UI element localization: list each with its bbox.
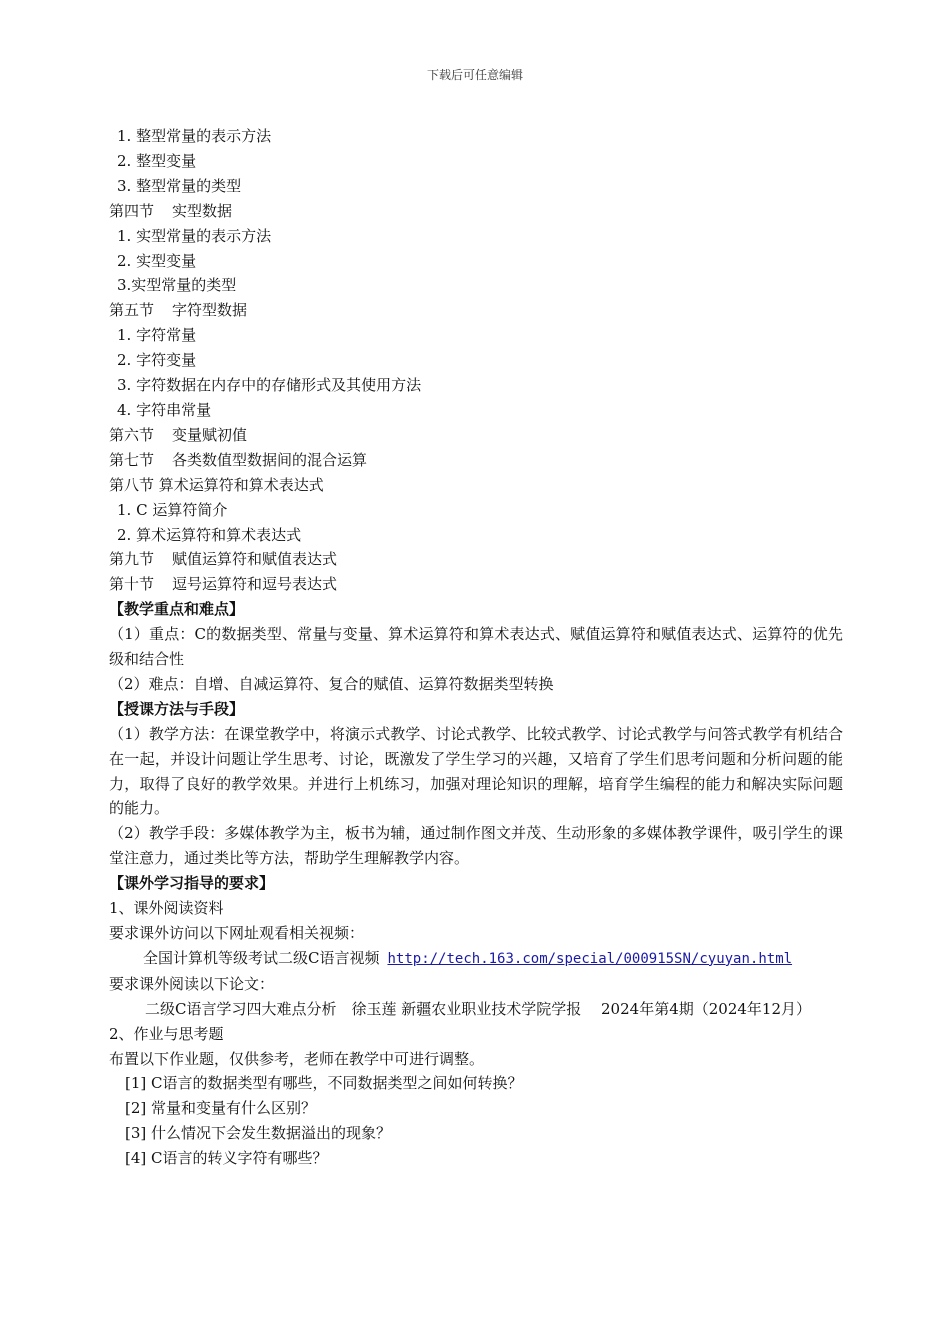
outline-item: 1. 实型常量的表示方法 [117, 226, 272, 245]
homework-title: 2、作业与思考题 [109, 1024, 224, 1043]
homework-question: [2] 常量和变量有什么区别？ [125, 1099, 317, 1118]
page-header: 下载后可任意编辑 [426, 68, 523, 82]
key-points-heading: 【教学重点和难点】 [109, 600, 245, 619]
video-reference [109, 946, 843, 972]
key-points-paragraph: （1）重点：C的数据类型、常量与变量、算术运算符和算术表达式、赋值运算符和赋值表达式、运算符的优先级和结合性 [109, 625, 843, 669]
video-link[interactable]: http://tech.163.com/special/000915SN/cyuyan.html [387, 950, 793, 967]
homework-question: [1] C语言的数据类型有哪些，不同数据类型之间如何转换？ [125, 1074, 523, 1093]
chapter-outline [109, 124, 843, 597]
outline-item: 3. 字符数据在内存中的存储形式及其使用方法 [117, 376, 422, 395]
outline-item: 3.实型常量的类型 [117, 276, 237, 295]
section-heading: 第五节 字符型数据 [109, 301, 248, 320]
section-heading: 第四节 实型数据 [109, 201, 233, 220]
means-paragraph: （2）教学手段：多媒体教学为主，板书为辅，通过制作图文并茂、生动形象的多媒体教学课件，吸引学生的课堂注意力，通过类比等方法，帮助学生理解教学内容。 [109, 824, 843, 868]
outline-item: 2. 实型变量 [117, 251, 197, 270]
paper-reference: 二级C语言学习四大难点分析 徐玉莲 新疆农业职业技术学院学报 2024年第4期（2024年12月） [145, 999, 811, 1018]
outline-item: 2. 字符变量 [117, 351, 197, 370]
homework-question: [4] C语言的转义字符有哪些？ [125, 1149, 328, 1168]
outline-item: 1. C 运算符简介 [117, 500, 228, 519]
paper-intro: 要求课外阅读以下论文： [109, 974, 275, 993]
document-body [109, 124, 843, 1171]
methods-paragraph: （1）教学方法：在课堂教学中，将演示式教学、讨论式教学、比较式教学、讨论式教学与问答式教学有机结合在一起，并设计问题让学生思考、讨论，既激发了学生学习的兴趣，又培育了学生们思考问题和分析问题的能力，取得了良好的教学效果。并进行上机练习，加强对理论知识的理解，培育学生编程的能力和解决实际问题的能力。 [109, 724, 843, 818]
outline-item: 4. 字符串常量 [117, 400, 212, 419]
section-heading: 第六节 变量赋初值 [109, 425, 248, 444]
methods-heading: 【授课方法与手段】 [109, 699, 245, 718]
section-heading: 第十节 逗号运算符和逗号表达式 [109, 575, 338, 594]
reading-title: 1、课外阅读资料 [109, 899, 224, 918]
outline-item: 1. 字符常量 [117, 326, 197, 345]
outline-item: 2. 算术运算符和算术表达式 [117, 525, 302, 544]
video-label: 全国计算机等级考试二级C语言视频 [143, 948, 380, 967]
homework-question: [3] 什么情况下会发生数据溢出的现象？ [125, 1124, 392, 1143]
video-intro: 要求课外访问以下网址观看相关视频： [109, 924, 365, 942]
outline-item: 1. 整型常量的表示方法 [117, 127, 272, 145]
outline-item: 3. 整型常量的类型 [117, 176, 242, 195]
outline-item: 2. 整型变量 [117, 151, 197, 170]
section-heading: 第七节 各类数值型数据间的混合运算 [109, 450, 368, 469]
homework-intro: 布置以下作业题，仅供参考，老师在教学中可进行调整。 [109, 1049, 485, 1068]
guidance-heading: 【课外学习指导的要求】 [109, 874, 275, 893]
section-heading: 第九节 赋值运算符和赋值表达式 [109, 550, 338, 569]
difficulties-paragraph: （2）难点：自增、自减运算符、复合的赋值、运算符数据类型转换 [109, 674, 554, 693]
section-heading: 第八节 算术运算符和算术表达式 [109, 475, 324, 494]
